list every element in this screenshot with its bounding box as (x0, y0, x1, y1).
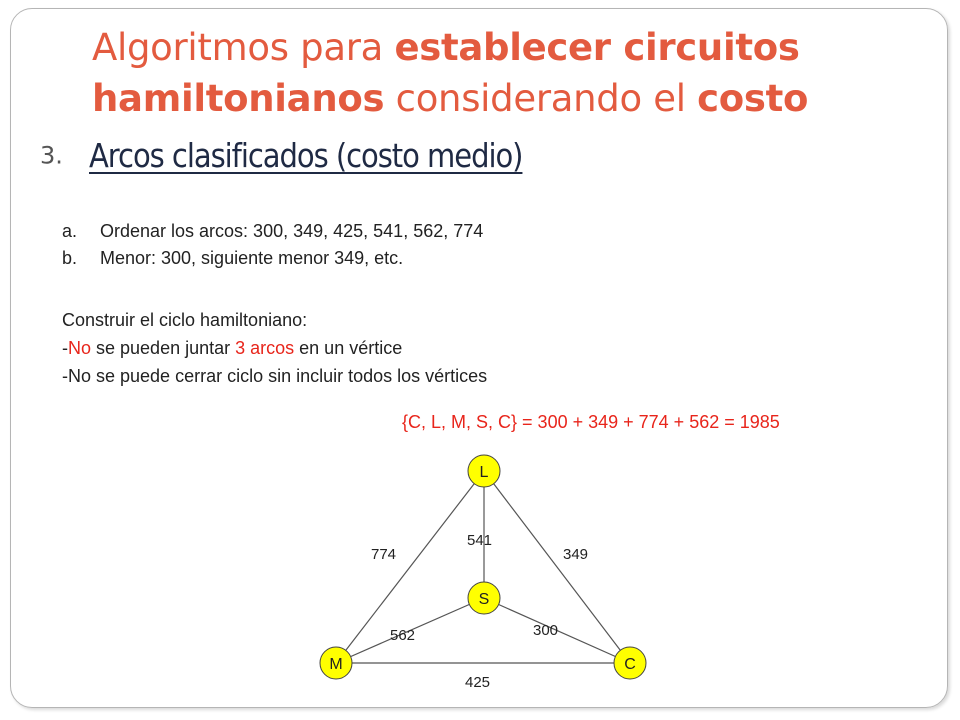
list-item: b. Menor: 300, siguiente menor 349, etc. (62, 248, 404, 268)
edge-label-S-C: 300 (533, 622, 559, 639)
slide-title: Algoritmos para establecer circuitos hamiltonianos considerando el costo (92, 26, 809, 120)
node-M (320, 647, 352, 679)
list-item: a. Ordenar los arcos: 300, 349, 425, 541, 562, 774 (62, 221, 484, 241)
node-label-S: S (478, 591, 490, 608)
rule-no-early-cycle: -No se puede cerrar ciclo sin incluir todos los vértices (62, 366, 488, 386)
edge-label-L-S: 541 (467, 532, 493, 549)
edge-label-L-M: 774 (371, 546, 397, 563)
section-title: Arcos clasificados (costo medio) (88, 136, 523, 175)
node-label-C: C (624, 656, 636, 673)
section-number: 3. (40, 141, 63, 170)
edge-label-M-C: 425 (465, 674, 491, 691)
node-label-M: M (329, 656, 343, 673)
cycle-cost-formula: {C, L, M, S, C} = 300 + 349 + 774 + 562 = 1985 (402, 412, 780, 432)
node-S (468, 582, 500, 614)
rules-heading: Construir el ciclo hamiltoniano: (62, 310, 308, 330)
node-label-L: L (479, 464, 489, 481)
edge-label-L-C: 349 (563, 546, 589, 563)
edge-label-S-M: 562 (390, 627, 416, 644)
rule-no-three-arcs: -No se pueden juntar 3 arcos en un vértice (62, 338, 403, 358)
node-C (614, 647, 646, 679)
node-L (468, 455, 500, 487)
